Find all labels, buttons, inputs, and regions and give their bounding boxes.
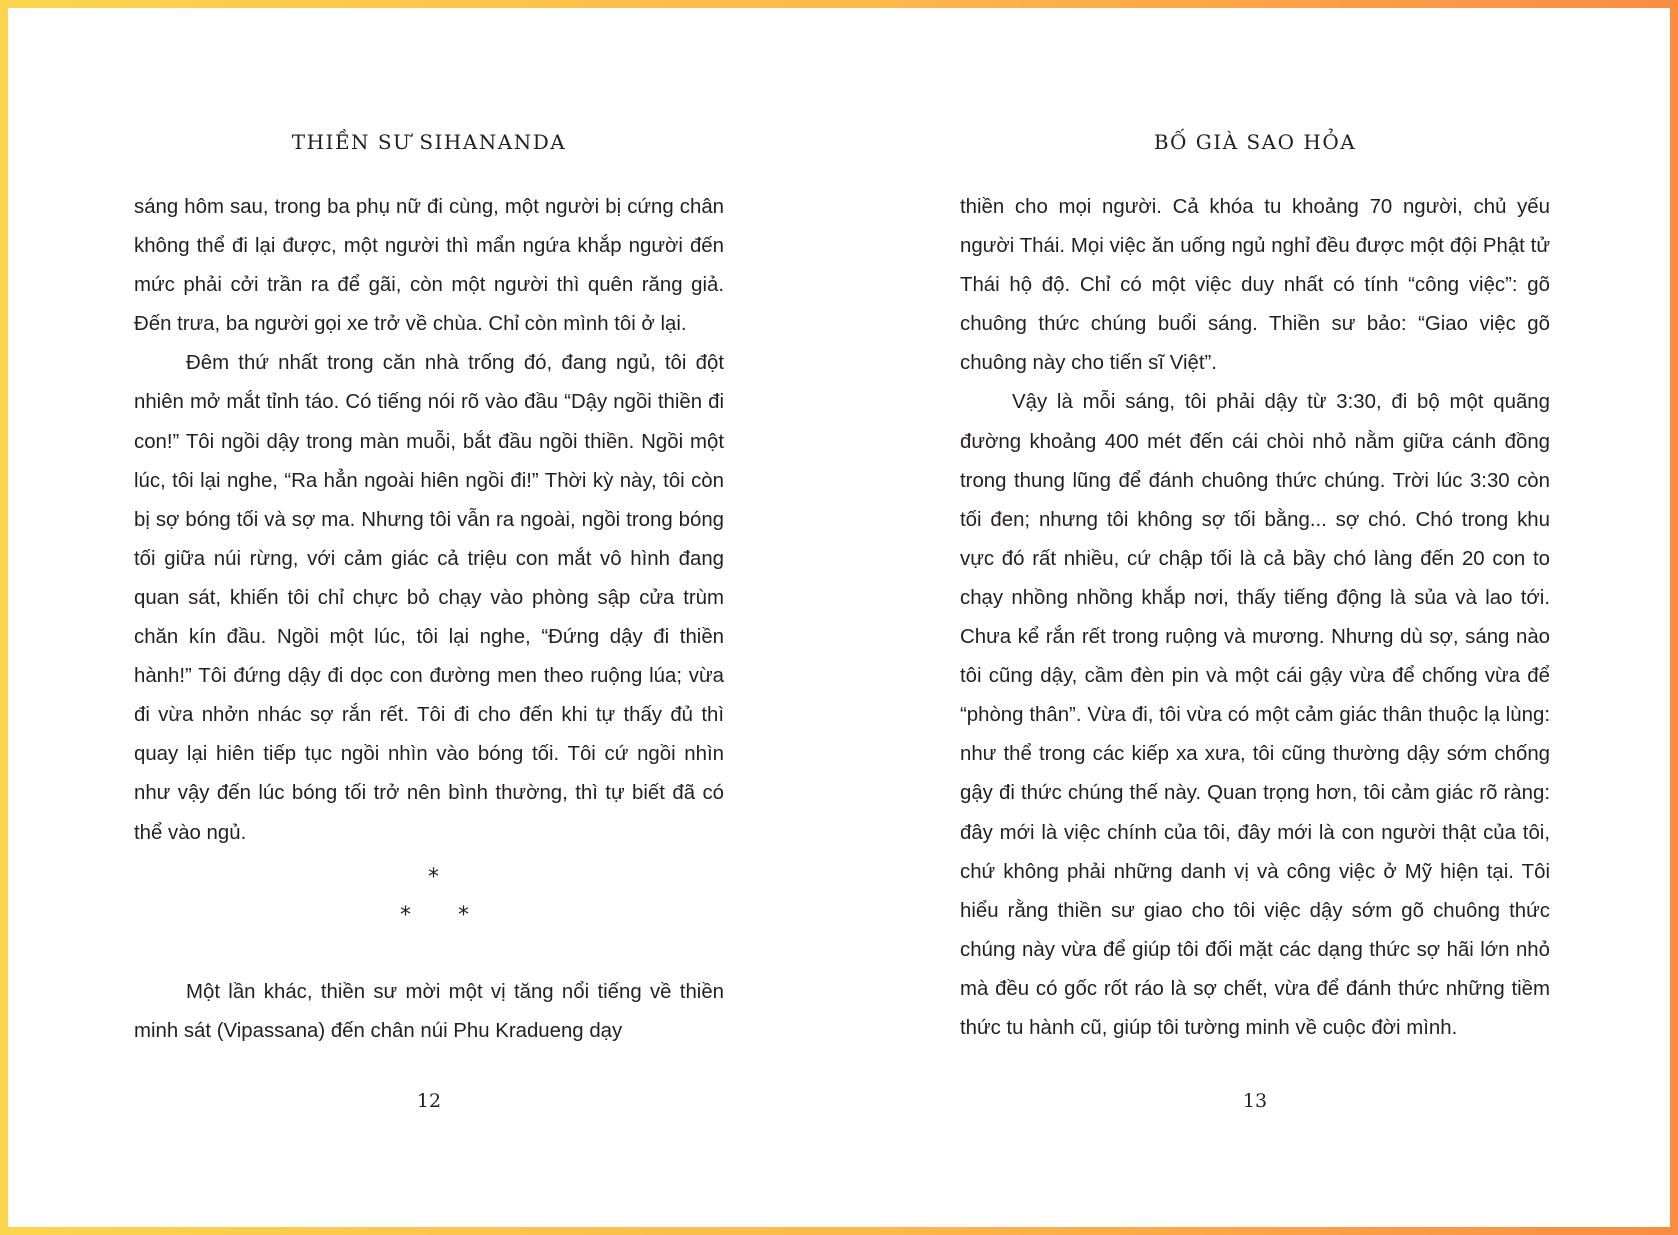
paragraph: Vậy là mỗi sáng, tôi phải dậy từ 3:30, đi bộ một quãng đường khoảng 400 mét đến cái chòi nhỏ nằm giữa cánh đồng trong thung lũng để đánh chuông thức chúng. Trời lúc 3:30 còn tối đen; nhưng tôi không sợ tối bằng... sợ chó. Chó trong khu vực đó rất nhiều, cứ chập tối là cả bầy chó làng đến 20 con to chạy nhồng nhồng khắp nơi, thấy tiếng động là sủa và lao tới. Chưa kể rắn rết trong ruộng và mương. Nhưng dù sợ, sáng nào tôi cũng dậy, cầm đèn pin và một cái gậy vừa để chống vừa để “phòng thân”. Vừa đi, tôi vừa có một cảm giác thân thuộc lạ lùng: như thể trong các kiếp xa xưa, tôi cũng thường dậy sớm chống gậy đi thức chúng thế này. Quan trọng hơn, tôi cảm giác rõ ràng: đây mới là việc chính của tôi, đây mới là con người thật của tôi, chứ không phải những danh vị và công việc ở Mỹ hiện tại. Tôi hiểu rằng thiền sư giao cho tôi việc dậy sớm gõ chuông thức chúng này vừa để giúp tôi đối mặt các dạng thức sợ hãi lớn nhỏ mà đều có gốc rốt ráo là sợ chết, vừa để đánh thức những tiềm thức tu hành cũ, giúp tôi tường minh về cuộc đời mình. (960, 391, 1550, 1039)
book-spread (8, 8, 1670, 1227)
section-break-asterism (134, 853, 724, 973)
paragraph: Đêm thứ nhất trong căn nhà trống đó, đang ngủ, tôi đột nhiên mở mắt tỉnh táo. Có tiếng nói rõ vào đầu “Dậy ngồi thiền đi con!” Tôi ngồi dậy trong màn muỗi, bắt đầu ngồi thiền. Ngồi một lúc, tôi lại nghe, “Ra hẳn ngoài hiên ngồi đi!” Thời kỳ này, tôi còn bị sợ bóng tối và sợ ma. Nhưng tôi vẫn ra ngoài, ngồi trong bóng tối giữa núi rừng, với cảm giác cả triệu con mắt vô hình đang quan sát, khiến tôi chỉ chực bỏ chạy vào phòng sập cửa trùm chăn kín đầu. Ngồi một lúc, tôi lại nghe, “Đứng dậy đi thiền hành!” Tôi đứng dậy đi dọc con đường men theo ruộng lúa; vừa đi vừa nhởn nhác sợ rắn rết. Tôi đi cho đến khi tự thấy đủ thì quay lại hiên tiếp tục ngồi nhìn vào bóng tối. Tôi cứ ngồi nhìn như vậy đến lúc bóng tối trở nên bình thường, thì tự biết đã có thể vào ngủ. (134, 352, 724, 844)
paragraph: Một lần khác, thiền sư mời một vị tăng nổi tiếng về thiền minh sát (Vipassana) đến chân núi Phu Kradueng dạy (134, 980, 724, 1042)
left-page-body (134, 188, 724, 1051)
running-head-right: BỐ GIÀ SAO HỎA (1153, 130, 1357, 154)
asterism-star: * (458, 902, 469, 928)
right-page-body (960, 188, 1550, 1048)
paragraph: sáng hôm sau, trong ba phụ nữ đi cùng, một người bị cứng chân không thể đi lại được, một người thì mẩn ngứa khắp người đến mức phải cởi trần ra để gãi, còn một người thì quên răng giả. Đến trưa, ba người gọi xe trở về chùa. Chỉ còn mình tôi ở lại. (134, 196, 724, 336)
page-number-right: 13 (1242, 1090, 1268, 1112)
asterism-star: * (428, 864, 439, 890)
left-page (134, 8, 724, 1227)
paragraph: thiền cho mọi người. Cả khóa tu khoảng 70 người, chủ yếu người Thái. Mọi việc ăn uống ngủ nghỉ đều được một đội Phật tử Thái hộ độ. Chỉ có một việc duy nhất có tính “công việc”: gõ chuông thức chúng buổi sáng. Thiền sư bảo: “Giao việc gõ chuông này cho tiến sĩ Việt”. (960, 196, 1550, 375)
running-head-left: THIỀN SƯ SIHANANDA (291, 130, 567, 154)
right-page (960, 8, 1550, 1227)
page-number-left: 12 (416, 1090, 442, 1112)
asterism-star: * (400, 902, 411, 928)
